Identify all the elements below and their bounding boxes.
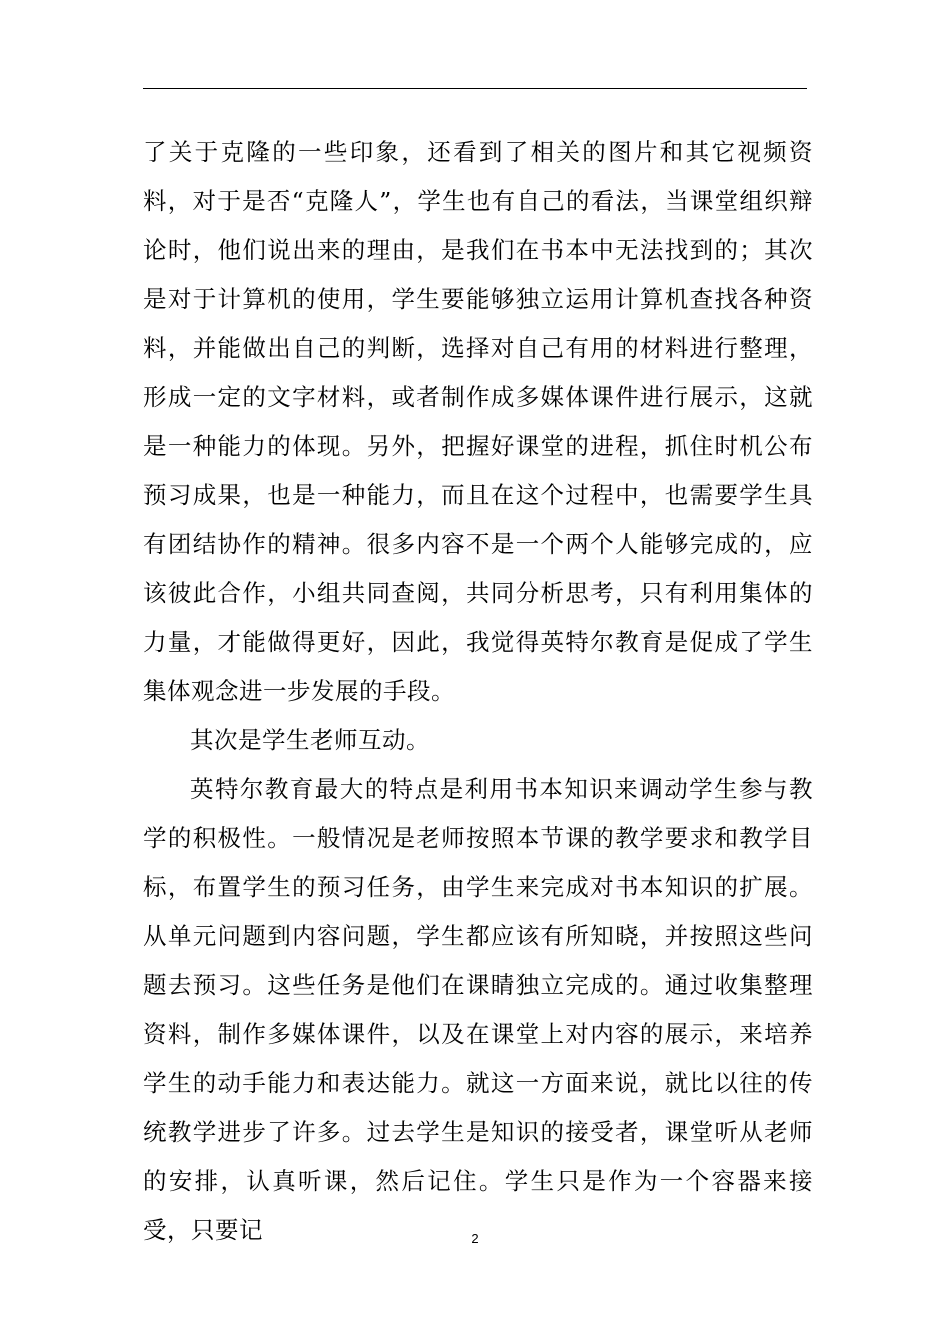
document-body (143, 128, 813, 1255)
paragraph-3: 英特尔教育最大的特点是利用书本知识来调动学生参与教学的积极性。一般情况是老师按照本节课的教学要求和教学目标，布置学生的预习任务，由学生来完成对书本知识的扩展。从单元问题到内容问题，学生都应该有所知晓，并按照这些问题去预习。这些任务是他们在课睛独立完成的。通过收集整理资料，制作多媒体课件，以及在课堂上对内容的展示，来培养学生的动手能力和表达能力。就这一方面来说，就比以往的传统教学进步了许多。过去学生是知识的接受者，课堂听从老师的安排，认真听课，然后记住。学生只是作为一个容器来接受，只要记 (143, 775, 813, 1244)
page-number: 2 (471, 1231, 479, 1246)
paragraph-2: 其次是学生老师互动。 (190, 726, 430, 754)
header-rule (143, 88, 807, 89)
paragraph-1: 了关于克隆的一些印象，还看到了相关的图片和其它视频资料，对于是否“克隆人”，学生也有自己的看法，当课堂组织辩论时，他们说出来的理由，是我们在书本中无法找到的；其次是对于计算机的使用，学生要能够独立运用计算机查找各种资料，并能做出自己的判断，选择对自己有用的材料进行整理，形成一定的文字材料，或者制作成多媒体课件进行展示，这就是一种能力的体现。另外，把握好课堂的进程，抓住时机公布预习成果，也是一种能力，而且在这个过程中，也需要学生具有团结协作的精神。很多内容不是一个两个人能够完成的，应该彼此合作，小组共同查阅，共同分析思考，只有利用集体的力量，才能做得更好，因此，我觉得英特尔教育是促成了学生集体观念进一步发展的手段。 (143, 138, 813, 705)
